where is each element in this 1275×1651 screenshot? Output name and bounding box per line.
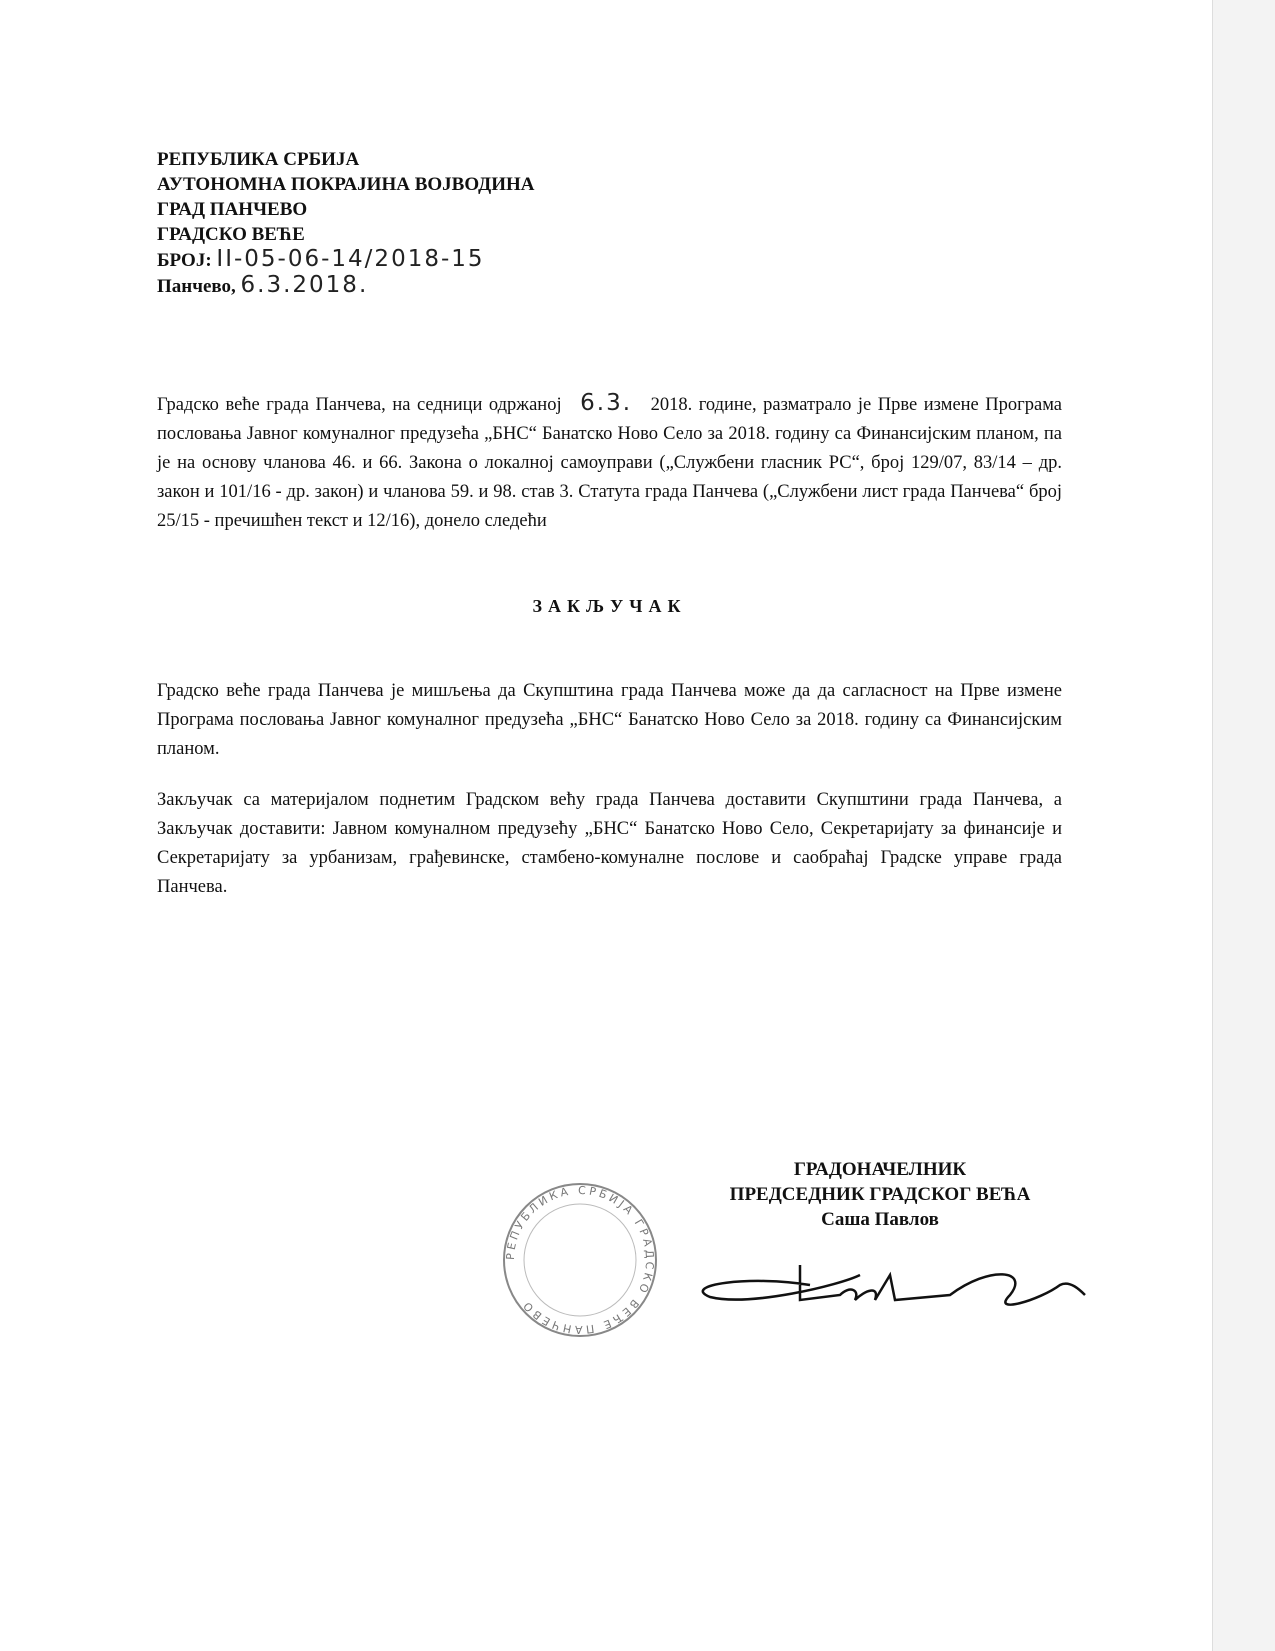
signature-block (690, 1157, 1070, 1232)
header-line: ГРАДСКО ВЕЋЕ (157, 224, 305, 245)
intro-text: 2018. године, разматрало је Прве измене Програма пословања Јавног комуналног предузећа „БНС“ Банатско Ново Село за 2018. годину са Финансијским планом, па је на основу чланова 46. и 66. Закона о локалној самоуправи („Службени гласник РС“, број 129/07, 83/14 – др. закон и 101/16 - др. закон) и чланова 59. и 98. став 3. Статута града Панчева („Службени лист града Панчева“ број 25/15 - пречишћен текст и 12/16), донело следећи (157, 395, 1062, 531)
place-label: Панчево, (157, 276, 236, 297)
intro-paragraph (157, 391, 1062, 536)
number-label: БРОЈ: (157, 250, 212, 271)
number-handwritten: II-05-06-14/2018-15 (216, 246, 485, 272)
signatory-title: ГРАДОНАЧЕЛНИК (793, 1159, 967, 1180)
signatory-role: ПРЕДСЕДНИК ГРАДСКОГ ВЕЋА (729, 1184, 1031, 1205)
scan-edge (1212, 0, 1275, 1651)
date-handwritten: 6.3.2018. (240, 272, 369, 298)
header-line: АУТОНОМНА ПОКРАЈИНА ВОЈВОДИНА (157, 174, 535, 195)
document-number (157, 247, 1062, 273)
delivery-paragraph: Закључак са материјалом поднетим Градском већу града Панчева доставити Скупштини града Панчева, а Закључак доставити: Јавном комуналном предузећу „БНС“ Банатско Ново Село, Секретаријату за финансије и Секретаријату за урбанизам, грађевинске, стамбено-комуналне послове и саобраћај Градске управе града Панчева. (157, 790, 1062, 897)
document-title: ЗАКЉУЧАК (532, 596, 687, 616)
document-body (157, 147, 1062, 902)
header-line: ГРАД ПАНЧЕВО (157, 199, 308, 220)
handwritten-signature (690, 1245, 1090, 1315)
signatory-name: Саша Павлов (821, 1209, 939, 1230)
official-stamp (500, 1180, 660, 1340)
header-line: РЕПУБЛИКА СРБИЈА (157, 149, 360, 170)
document-place-date (157, 273, 1062, 299)
stamp-text: РЕПУБЛИКА СРБИЈА ГРАДСКО ВЕЋЕ ПАНЧЕВО (503, 1183, 657, 1337)
intro-text: Градско веће града Панчева, на седници одржаној (157, 395, 569, 415)
document-header (157, 147, 1062, 299)
intro-date-handwritten: 6.3. (580, 390, 633, 416)
conclusion-paragraph: Градско веће града Панчева је мишљења да Скупштина града Панчева може да да сагласност на Прве измене Програма пословања Јавног комуналног предузећа „БНС“ Банатско Ново Село за 2018. годину са Финансијским планом. (157, 681, 1062, 759)
